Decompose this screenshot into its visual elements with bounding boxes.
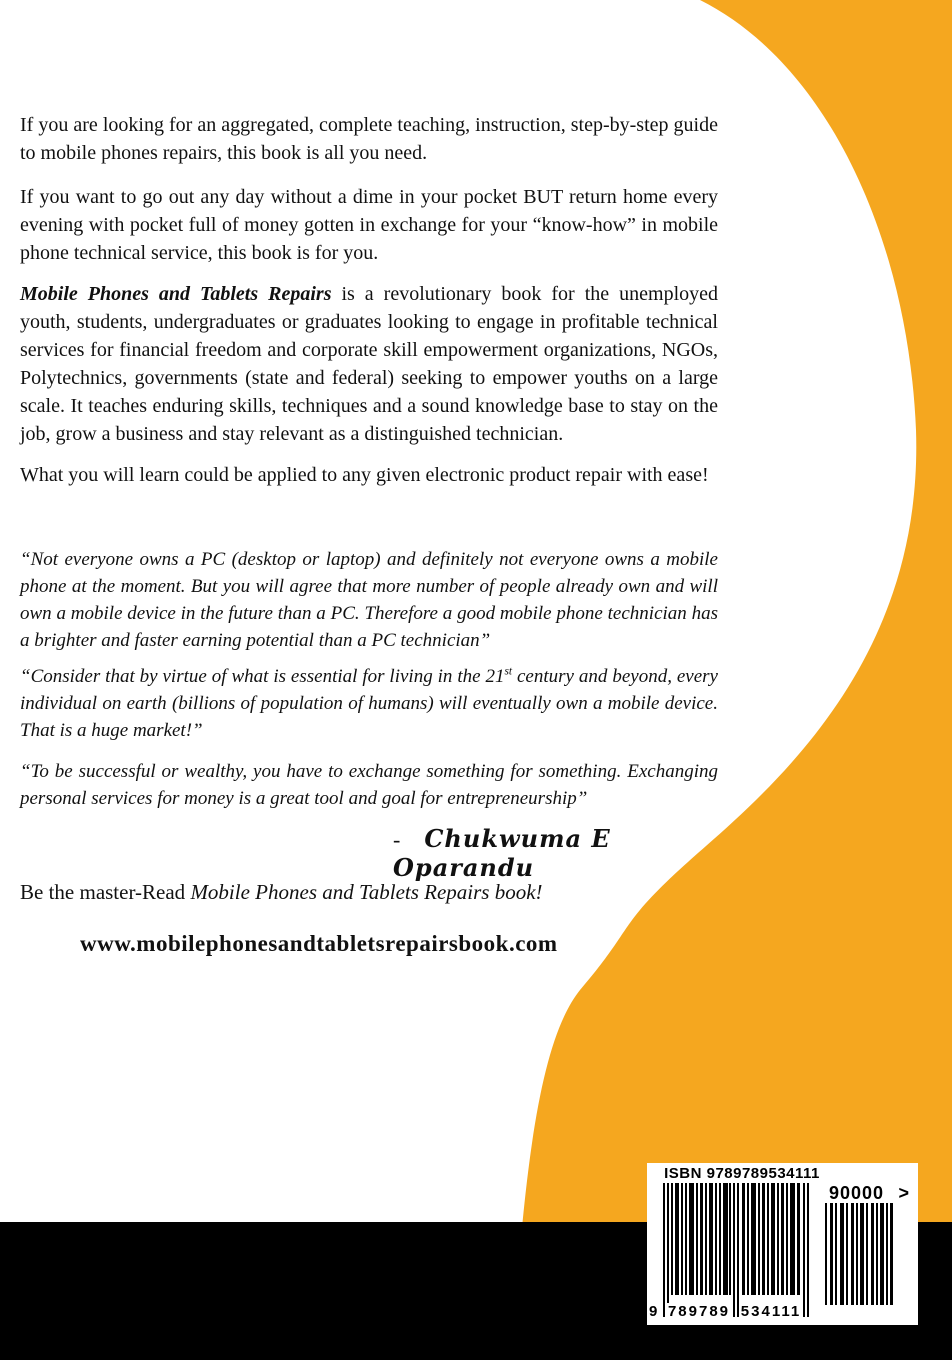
barcode-digit-group1: 789789 bbox=[667, 1303, 731, 1320]
paragraph-book-description bbox=[20, 280, 718, 448]
barcode-digit-left: 9 bbox=[649, 1303, 658, 1320]
cta-book-title: Mobile Phones and Tablets Repairs book! bbox=[190, 880, 543, 904]
quote-entrepreneurship: “To be successful or wealthy, you have to exchange something for something. Exchanging personal services for money is a great tool and goal for entrepreneurship” bbox=[20, 761, 718, 809]
barcode-digit-group2: 534111 bbox=[740, 1303, 802, 1320]
cta-line bbox=[20, 878, 718, 906]
website-url: www.mobilephonesandtabletsrepairsbook.com bbox=[80, 931, 558, 956]
cta-prefix: Be the master-Read bbox=[20, 880, 191, 904]
book-title-lead: Mobile Phones and Tablets Repairs bbox=[20, 283, 332, 305]
quote-market-size-start: “Consider that by virtue of what is essential for living in the 21 bbox=[20, 666, 505, 687]
paragraph-intro: If you are looking for an aggregated, complete teaching, instruction, step-by-step guide to mobile phones repairs, this book is all you need. bbox=[20, 114, 718, 164]
quote-market-size bbox=[20, 663, 718, 744]
barcode-caret: > bbox=[898, 1183, 909, 1203]
paragraph-promise: If you want to go out any day without a dime in your pocket BUT return home every evening with pocket full of money gotten in exchange for your “know-how” in mobile phone technical service, this book is for you. bbox=[20, 186, 718, 264]
isbn-barcode-panel bbox=[647, 1163, 918, 1325]
isbn-number-label: ISBN 9789789534111 bbox=[664, 1165, 820, 1182]
price-code-label bbox=[829, 1183, 917, 1204]
quote-market-size-end: century and beyond, every individual on earth (billions of population of humans) will eventually own a mobile device. That is a huge market!” bbox=[20, 666, 718, 741]
paragraph-application: What you will learn could be applied to any given electronic product repair with ease! bbox=[20, 464, 709, 486]
ean13-barcode bbox=[663, 1183, 809, 1317]
back-cover-text bbox=[20, 0, 718, 958]
quote-pc-comparison: “Not everyone owns a PC (desktop or laptop) and definitely not everyone owns a mobile phone at the moment. But you will agree that more number of people already own and will own a mobile device in the future than a PC. Therefore a good mobile phone technician has a brighter and faster earning potential than a PC technician” bbox=[20, 549, 718, 651]
book-description-rest: is a revolutionary book for the unemployed youth, students, undergraduates or graduates looking to engage in profitable technical services for financial freedom and corporate skill empowerment organizations, NGOs, Polytechnics, governments (state and federal) seeking to empower youths on a large scale. It teaches enduring skills, techniques and a sound knowledge base to stay on the job, grow a business and stay relevant as a distinguished technician. bbox=[20, 283, 718, 445]
author-signature bbox=[20, 824, 718, 882]
supplemental-barcode bbox=[825, 1203, 893, 1305]
author-name: Chukwuma E Oparandu bbox=[393, 824, 611, 882]
barcode-digits bbox=[647, 1303, 918, 1323]
signature-dash: - bbox=[393, 827, 401, 852]
price-code-value: 90000 bbox=[829, 1183, 885, 1203]
ordinal-superscript: st bbox=[504, 665, 513, 678]
